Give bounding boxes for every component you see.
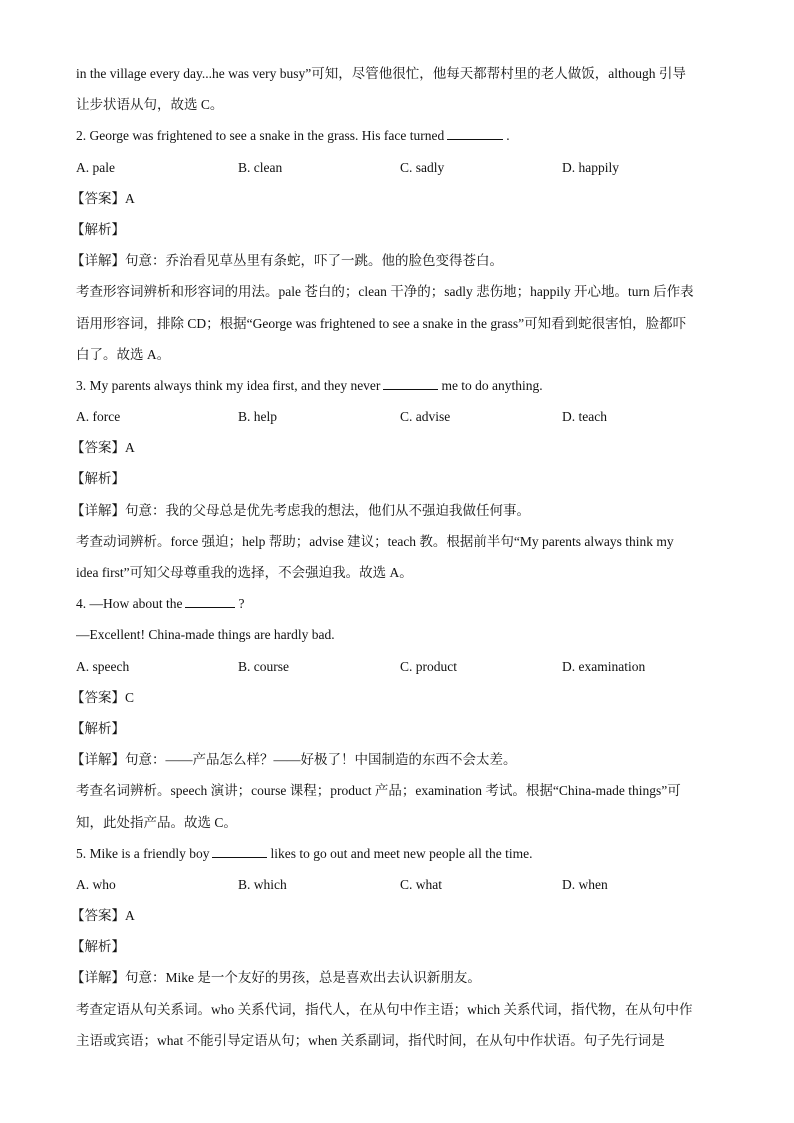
options-row (76, 651, 721, 682)
option-d: D. teach (562, 409, 607, 425)
analysis-label: 【解析】 (71, 471, 125, 487)
option-a: A. pale (76, 159, 115, 175)
question-5 (71, 838, 721, 1056)
option-b: B. which (238, 876, 287, 892)
answer-line: 【答案】A (71, 190, 135, 206)
prev-explanation-line-1: in the village every day...he was very busy”可知，尽管他很忙，他每天都帮村里的老人做饭，although 引导 (76, 66, 686, 81)
question-stem: 3. My parents always think my idea first, and they never me to do anything. (76, 377, 543, 393)
explanation-line: 知，此处指产品。故选 C。 (76, 814, 237, 830)
option-c: C. product (400, 658, 457, 674)
document-page (71, 58, 721, 1056)
explanation-line: idea first”可知父母尊重我的选择，不会强迫我。故选 A。 (76, 565, 413, 580)
explanation-line: 考查定语从句关系词。who 关系代词，指代人，在从句中作主语；which 关系代词，指代物，在从句中作 (76, 1001, 693, 1017)
answer-blank (212, 845, 267, 858)
answer-blank (447, 127, 503, 140)
detail-line: 【详解】句意：我的父母总是优先考虑我的想法，他们从不强迫我做任何事。 (71, 502, 530, 518)
question-stem: 4. —How about the ? (76, 596, 245, 612)
question-stem: 5. Mike is a friendly boy likes to go out and meet new people all the time. (76, 845, 533, 861)
explanation-line: 考查形容词辨析和形容词的用法。pale 苍白的；clean 干净的；sadly 悲伤地；happily 开心地。turn 后作表 (76, 284, 694, 300)
options-row (76, 869, 721, 900)
question-3 (71, 370, 721, 588)
explanation-line: 主语或宾语；what 不能引导定语从句；when 关系副词，指代时间，在从句中作状语。句子先行词是 (76, 1032, 665, 1048)
answer-blank (383, 377, 438, 390)
option-b: B. help (238, 409, 277, 425)
option-c: C. advise (400, 409, 451, 425)
option-a: A. force (76, 409, 121, 425)
option-d: D. when (562, 876, 608, 892)
explanation-line: 白了。故选 A。 (76, 346, 171, 362)
detail-line: 【详解】句意：乔治看见草丛里有条蛇，吓了一跳。他的脸色变得苍白。 (71, 253, 503, 269)
analysis-label: 【解析】 (71, 720, 125, 736)
answer-blank (185, 595, 235, 608)
answer-line: 【答案】A (71, 440, 135, 456)
question-2 (71, 120, 721, 370)
explanation-line: 语用形容词，排除 CD；根据“George was frightened to see a snake in the grass”可知看到蛇很害怕，脸都吓 (76, 315, 687, 331)
option-a: A. who (76, 876, 116, 892)
option-b: B. clean (238, 159, 283, 175)
detail-line: 【详解】句意：Mike 是一个友好的男孩，总是喜欢出去认识新朋友。 (71, 970, 481, 986)
question-stem: 2. George was frightened to see a snake in the grass. His face turned . (76, 128, 510, 144)
option-d: D. examination (562, 658, 646, 674)
option-d: D. happily (562, 159, 619, 175)
options-row (76, 152, 721, 183)
analysis-label: 【解析】 (71, 939, 125, 955)
option-b: B. course (238, 658, 289, 674)
detail-line: 【详解】句意：——产品怎么样？——好极了！中国制造的东西不会太差。 (71, 752, 517, 768)
analysis-label: 【解析】 (71, 221, 125, 237)
explanation-line: 考查名词辨析。speech 演讲；course 课程；product 产品；examination 考试。根据“China-made things”可 (76, 783, 681, 799)
option-c: C. sadly (400, 159, 445, 175)
options-row (76, 401, 721, 432)
question-4 (71, 588, 721, 838)
answer-line: 【答案】C (71, 689, 135, 705)
option-c: C. what (400, 876, 442, 892)
explanation-line: 考查动词辨析。force 强迫；help 帮助；advise 建议；teach 教。根据前半句“My parents always think my (76, 533, 674, 549)
question-stem-reply: —Excellent! China-made things are hardly bad. (76, 627, 335, 643)
option-a: A. speech (76, 658, 130, 674)
answer-line: 【答案】A (71, 908, 135, 924)
prev-explanation-line-2: 让步状语从句，故选 C。 (76, 97, 224, 113)
